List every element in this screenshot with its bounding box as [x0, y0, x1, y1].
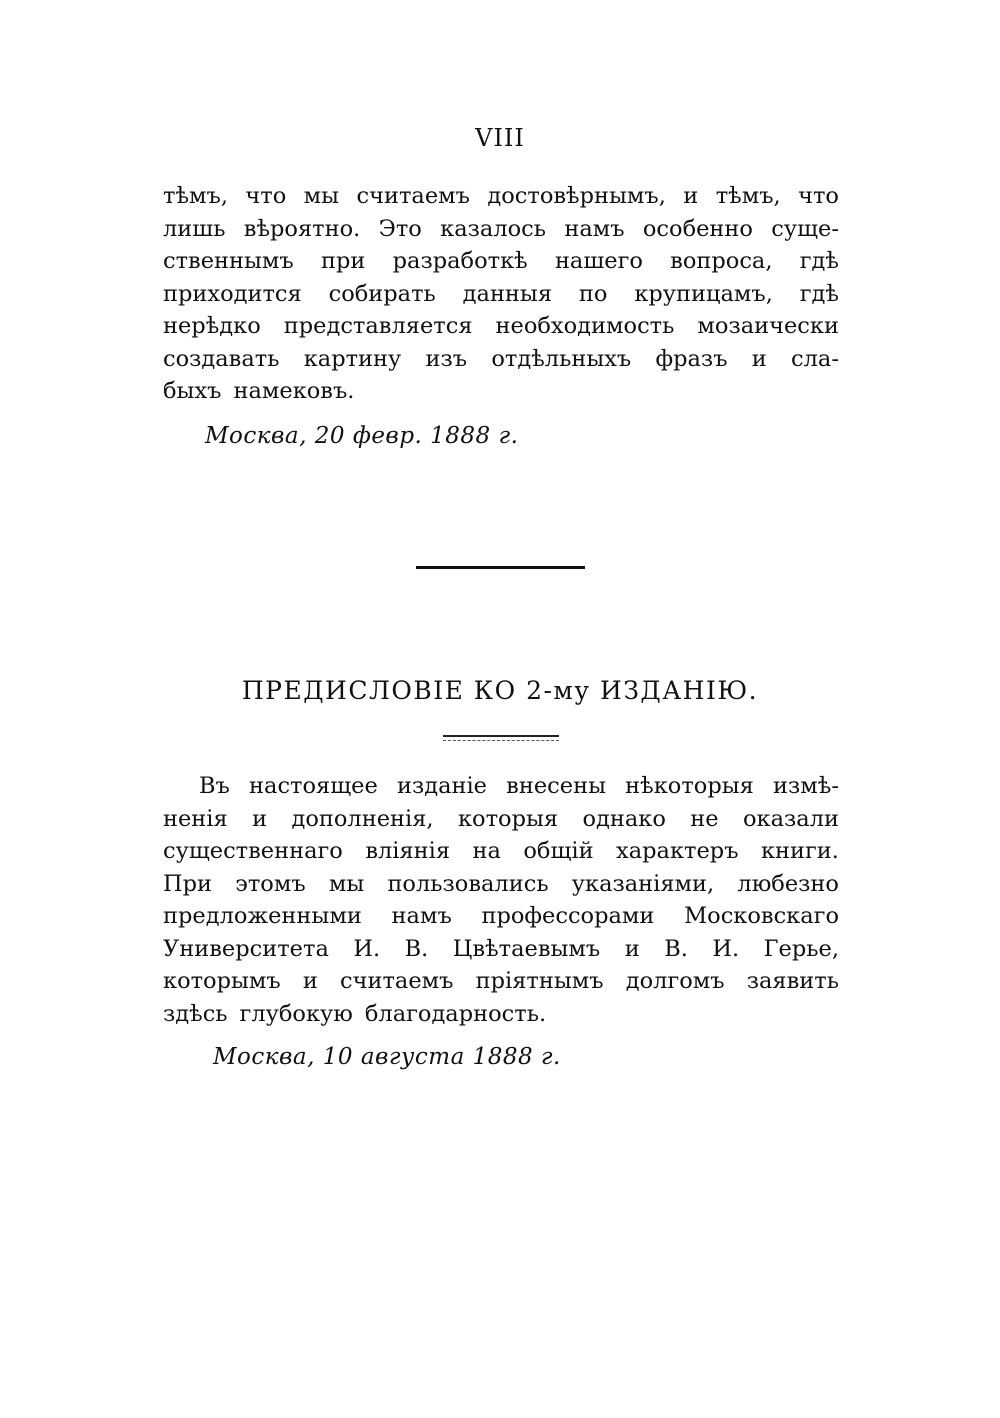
- word: намъ: [564, 215, 625, 242]
- word: В.: [404, 935, 429, 962]
- word: вопроса,: [670, 248, 773, 274]
- word: Герье,: [763, 935, 839, 962]
- word: нашего: [554, 248, 643, 274]
- word: лишь: [163, 215, 226, 242]
- text-line: [163, 933, 839, 966]
- word: вліянія: [365, 838, 451, 864]
- text-line: [163, 310, 839, 343]
- word: глубокую: [239, 1000, 353, 1027]
- text-line: [163, 803, 839, 836]
- section-heading: ПРЕДИСЛОВІЕ КО 2-му ИЗДАНІЮ.: [241, 676, 759, 705]
- word: изъ: [425, 345, 468, 372]
- word: настоящее: [249, 773, 378, 799]
- word: необходимость: [495, 313, 675, 339]
- word: разработкѣ: [392, 248, 528, 274]
- word: что: [245, 183, 287, 209]
- word: однако: [582, 805, 666, 832]
- preface-continuation-paragraph: [163, 180, 839, 408]
- word: любезно: [737, 870, 839, 897]
- word: существеннаго: [163, 838, 343, 864]
- word: приходится: [163, 280, 302, 307]
- word: и: [252, 805, 268, 832]
- text-line: [163, 213, 839, 246]
- word: нѣкоторыя: [625, 773, 754, 799]
- word: Въ: [199, 773, 230, 799]
- text-line: [163, 375, 839, 408]
- word: считаемъ: [340, 968, 454, 994]
- word: здѣсь: [163, 1000, 228, 1027]
- word: мозаически: [697, 313, 839, 339]
- word: оказали: [742, 805, 839, 832]
- text-line: [163, 278, 839, 311]
- heading-underline-rule-dashed: [443, 740, 559, 741]
- word: на: [472, 838, 501, 864]
- second-edition-preface-paragraph: [163, 770, 839, 1030]
- word: вѣроятно.: [243, 215, 361, 242]
- word: гдѣ: [799, 280, 839, 307]
- signature-second-edition: Москва, 10 августа 1888 г.: [213, 1044, 561, 1070]
- word: Цвѣтаевымъ: [452, 935, 601, 962]
- word: крупицамъ,: [634, 280, 773, 307]
- word: и: [302, 968, 318, 994]
- text-line: [163, 998, 839, 1031]
- word: и: [683, 183, 699, 209]
- word: собирать: [328, 280, 436, 307]
- word: пользовались: [387, 870, 549, 897]
- word: И.: [712, 935, 740, 962]
- word: которыя: [457, 805, 559, 832]
- word: профессорами: [481, 903, 655, 929]
- word: суще-: [771, 215, 839, 242]
- text-line: [163, 900, 839, 933]
- word: ственнымъ: [163, 248, 294, 274]
- text-line: [163, 835, 839, 868]
- word: При: [163, 870, 213, 897]
- text-line: [163, 965, 839, 998]
- word: книги.: [760, 838, 839, 864]
- word: особенно: [642, 215, 753, 242]
- word: быхъ: [163, 378, 222, 404]
- word: и: [751, 345, 767, 372]
- word: отдѣльныхъ: [491, 345, 632, 372]
- text-line: [163, 245, 839, 278]
- text-line: [163, 180, 839, 213]
- word: мы: [328, 870, 365, 897]
- heading-underline-rule: [443, 735, 559, 737]
- word: мы: [303, 183, 340, 209]
- signature-first-edition: Москва, 20 февр. 1888 г.: [205, 423, 519, 449]
- word: при: [320, 248, 366, 274]
- word: Это: [378, 215, 422, 242]
- word: дополненія,: [291, 805, 434, 832]
- word: внесены: [506, 773, 606, 799]
- word: казалось: [440, 215, 547, 242]
- word: И.: [353, 935, 381, 962]
- word: нерѣдко: [163, 313, 261, 339]
- word: намековъ.: [233, 378, 355, 404]
- word: благодарность.: [364, 1000, 547, 1027]
- word: гдѣ: [799, 248, 839, 274]
- word: общій: [523, 838, 594, 864]
- word: Московскаго: [684, 903, 839, 929]
- word: представляется: [283, 313, 473, 339]
- word: создавать: [163, 345, 280, 372]
- word: ненія: [163, 805, 228, 832]
- word: намъ: [391, 903, 452, 929]
- section-divider-rule: [416, 566, 585, 569]
- text-line: [163, 868, 839, 901]
- word: достовѣрнымъ,: [487, 183, 666, 209]
- word: указаніями,: [571, 870, 715, 897]
- word: тѣмъ,: [163, 183, 228, 209]
- word: этомъ: [235, 870, 306, 897]
- word: не: [690, 805, 719, 832]
- word: заявить: [746, 968, 839, 994]
- word: измѣ-: [773, 773, 839, 799]
- word: фразъ: [655, 345, 728, 372]
- word: В.: [664, 935, 688, 962]
- text-line: [163, 343, 839, 376]
- word: картину: [303, 345, 402, 372]
- word: сла-: [791, 345, 839, 372]
- word: считаемъ: [356, 183, 470, 209]
- word: данныя: [462, 280, 553, 307]
- word: изданіе: [396, 773, 487, 799]
- word: что: [798, 183, 839, 209]
- word: характеръ: [616, 838, 739, 864]
- word: долгомъ: [625, 968, 725, 994]
- word: пріятнымъ: [475, 968, 604, 994]
- word: и: [624, 935, 640, 962]
- page-number: VIII: [475, 124, 525, 152]
- word: Университета: [163, 935, 329, 962]
- word: по: [578, 280, 608, 307]
- word: которымъ: [163, 968, 281, 994]
- word: предложенными: [163, 903, 362, 929]
- text-line: [163, 770, 839, 803]
- word: тѣмъ,: [715, 183, 781, 209]
